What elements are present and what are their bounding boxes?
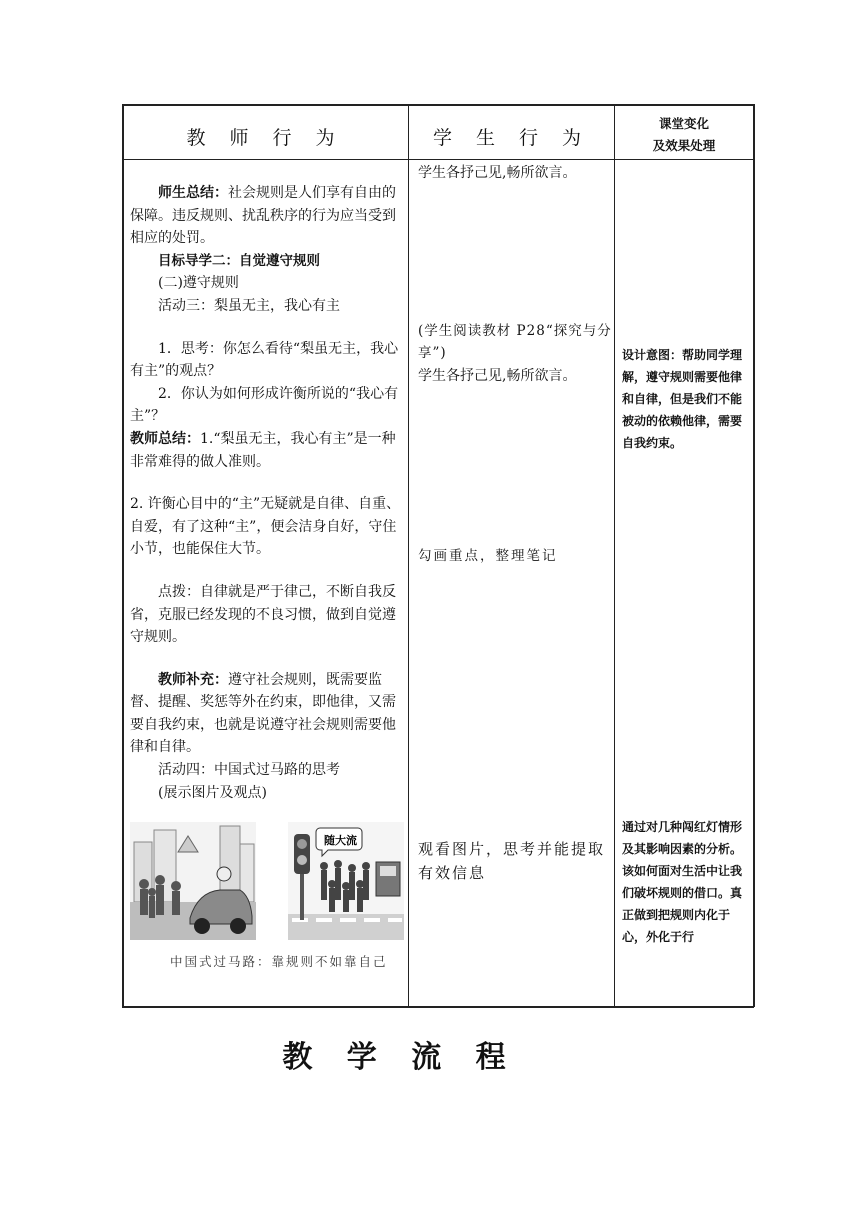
teacher-summary-paragraph — [130, 182, 406, 250]
table-border-right — [753, 104, 755, 1007]
subsection-heading: (二)遵守规则 — [158, 275, 239, 292]
goal-heading-2: 目标导学二：自觉遵守规则 — [158, 252, 320, 269]
student-response-1: 学生各抒己见,畅所欲言。 — [418, 165, 577, 181]
header-effect-line2: 及效果处理 — [652, 138, 716, 153]
teacher-conclusion — [130, 428, 406, 473]
teacher-conclusion-2: 2. 许衡心目中的“主”无疑就是自律、自重、自爱，有了这种“主”，便会洁身自好，守住小节，也能保住大节。 — [130, 496, 401, 558]
student-reading-note: (学生阅读教材 P28“探究与分享”) — [418, 323, 612, 361]
design-intent-note: 设计意图：帮助同学理解，遵守规则需要他律和自律，但是我们不能被动的依赖他律，需要自我约束。 — [622, 348, 743, 450]
teacher-supplement-label: 教师补充： — [158, 671, 228, 688]
header-effect-line1: 课堂变化 — [658, 116, 709, 131]
speech-bubble-text: 随大流 — [324, 834, 357, 847]
analysis-note: 通过对几种闯红灯情形及其影响因素的分析。该如何面对生活中让我们破坏规则的借口。真正做到把规则内化于心，外化于行 — [622, 820, 743, 944]
teacher-conclusion-label: 教师总结： — [130, 430, 200, 447]
column-divider-1 — [408, 104, 409, 1007]
teacher-conclusion-text: 1.“梨虽无主，我心有主”是一种非常难得的做人准则。 — [130, 430, 396, 470]
question-1: 1．思考：你怎么看待“梨虽无主，我心有主”的观点？ — [130, 340, 399, 380]
illustration-caption: 中国式过马路：靠规则不如靠自己 — [170, 954, 388, 969]
teacher-column — [130, 164, 406, 804]
image-show-note: (展示图片及观点) — [158, 784, 267, 801]
student-response-2: 学生各抒己见,畅所欲言。 — [418, 368, 577, 384]
question-2: 2．你认为如何形成许衡所说的“我心有主”？ — [130, 385, 399, 425]
student-observe: 观看图片，思考并能提取有效信息 — [418, 840, 606, 882]
teacher-supplement-text: 遵守社会规则，既需要监督、提醒、奖惩等外在约束，即他律，又需要自我约束，也就是说遵守社会规则需要他律和自律。 — [130, 671, 396, 756]
lesson-table — [122, 104, 754, 1007]
crossing-illustration-left — [130, 822, 256, 940]
column-divider-2 — [614, 104, 615, 1007]
header-student: 学 生 行 为 — [432, 126, 591, 149]
header-effect — [615, 106, 753, 164]
activity-4-heading: 活动四：中国式过马路的思考 — [158, 762, 340, 779]
document-section-title: 教 学 流 程 — [282, 1040, 518, 1075]
teacher-summary-text: 社会规则是人们享有自由的保障。违反规则、扰乱秩序的行为应当受到相应的处罚。 — [130, 185, 396, 247]
activity-3-heading: 活动三：梨虽无主，我心有主 — [158, 297, 340, 314]
teacher-tip: 点拨：自律就是严于律己，不断自我反省，克服已经发现的不良习惯，做到自觉遵守规则。 — [130, 583, 396, 646]
header-teacher: 教 师 行 为 — [186, 126, 344, 149]
teacher-supplement — [130, 669, 406, 759]
teacher-summary-label: 师生总结： — [158, 185, 228, 201]
table-border-left — [122, 104, 124, 1007]
table-border-bottom — [122, 1006, 754, 1008]
student-notes: 勾画重点，整理笔记 — [418, 548, 558, 564]
crossing-illustration-right — [288, 822, 404, 940]
